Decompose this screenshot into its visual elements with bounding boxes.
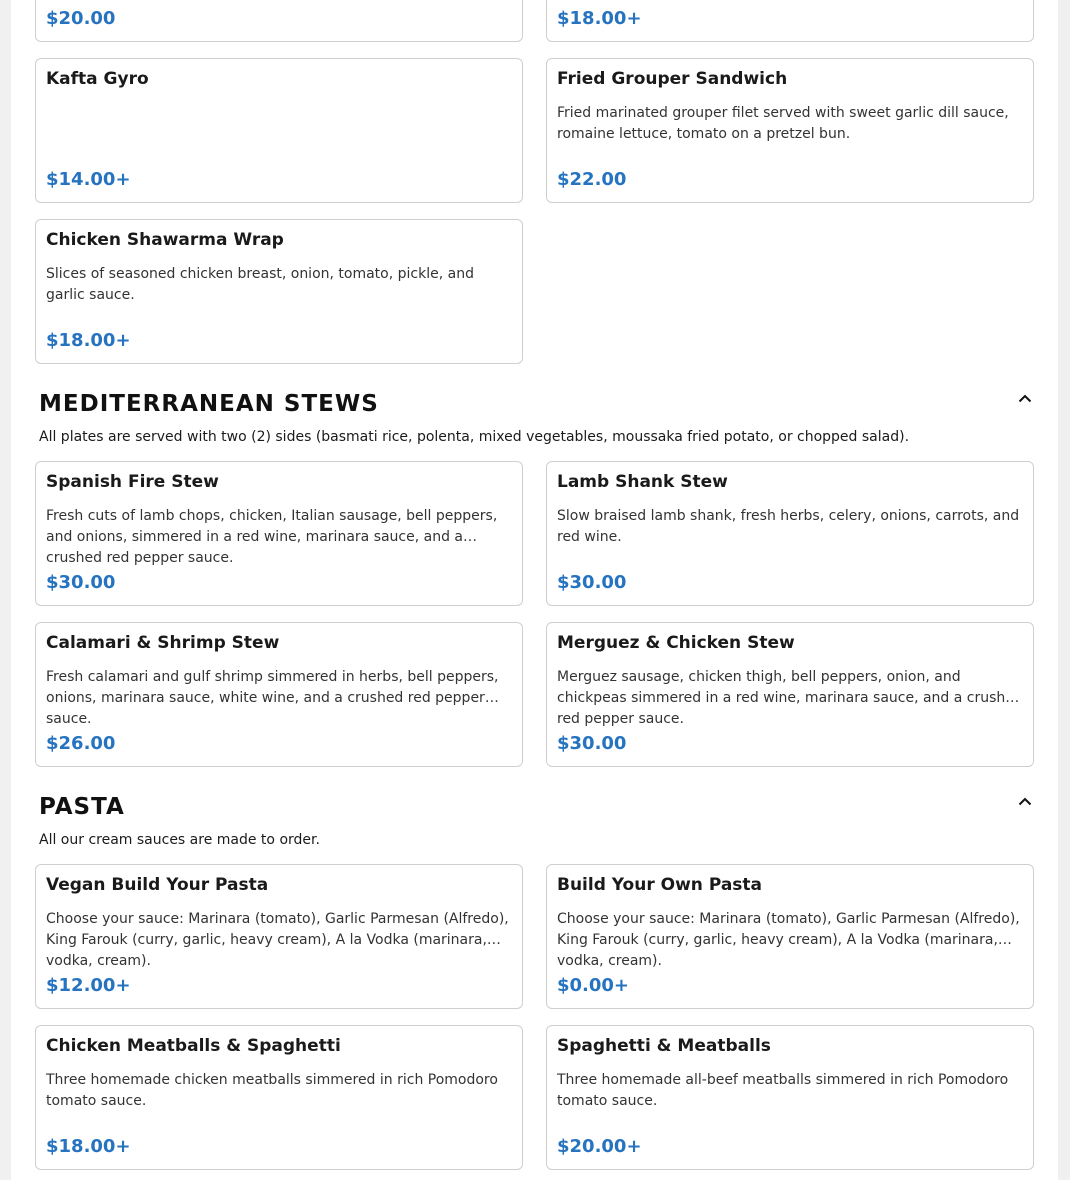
- item-name: Spaghetti & Meatballs: [557, 1036, 771, 1056]
- menu-item-card[interactable]: [35, 461, 523, 606]
- item-price: $0.00+: [557, 975, 630, 996]
- item-price: $18.00+: [46, 1136, 131, 1157]
- menu-item-card[interactable]: [546, 622, 1034, 767]
- menu-item-card[interactable]: [35, 622, 523, 767]
- item-price: $26.00: [46, 733, 116, 754]
- item-price: $14.00+: [46, 169, 131, 190]
- menu-item-card[interactable]: [546, 0, 1034, 42]
- item-description: Three homemade all-beef meatballs simmered in rich Pomodoro tomato sauce.: [557, 1072, 1009, 1109]
- item-price: $30.00: [557, 572, 627, 593]
- item-price: $20.00: [46, 8, 116, 29]
- item-price: $18.00+: [557, 8, 642, 29]
- item-name: Kafta Gyro: [46, 69, 149, 89]
- menu-item-card[interactable]: [546, 864, 1034, 1009]
- item-description: Slow braised lamb shank, fresh herbs, celery, onions, carrots, and red wine.: [557, 508, 1020, 545]
- item-description: Slices of seasoned chicken breast, onion, tomato, pickle, and garlic sauce.: [46, 266, 474, 303]
- item-price: $22.00: [557, 169, 627, 190]
- chevron-up-icon: [1018, 394, 1032, 403]
- section-subtitle: All plates are served with two (2) sides (basmati rice, polenta, mixed vegetables, moussaka fried potato, or chopped salad).: [39, 429, 910, 445]
- item-name: Merguez & Chicken Stew: [557, 633, 795, 653]
- section-subtitle: All our cream sauces are made to order.: [39, 832, 320, 848]
- menu-item-card[interactable]: [35, 219, 523, 364]
- menu-item-card[interactable]: [35, 1025, 523, 1170]
- item-description: Choose your sauce: Marinara (tomato), Garlic Parmesan (Alfredo), King Farouk (curry, garlic, heavy cream), A la Vodka (marinara, vodka, cream).: [46, 911, 509, 969]
- menu-item-card[interactable]: [546, 58, 1034, 203]
- menu-item-card[interactable]: [35, 58, 523, 203]
- item-description: Fresh calamari and gulf shrimp simmered in herbs, bell peppers, onions, marinara sauce, white wine, and a crushed red pepper sauce.: [46, 669, 499, 727]
- collapse-section-button[interactable]: [1015, 791, 1035, 811]
- menu-item-card[interactable]: [546, 461, 1034, 606]
- menu-page: [11, 0, 1058, 1180]
- item-description: Choose your sauce: Marinara (tomato), Garlic Parmesan (Alfredo), King Farouk (curry, garlic, heavy cream), A la Vodka (marinara, vodka, cream).: [557, 911, 1020, 969]
- item-description: Fried marinated grouper filet served with sweet garlic dill sauce, romaine lettuce, tomato on a pretzel bun.: [557, 105, 1009, 142]
- item-price: $30.00: [46, 572, 116, 593]
- collapse-section-button[interactable]: [1015, 388, 1035, 408]
- item-description: Three homemade chicken meatballs simmered in rich Pomodoro tomato sauce.: [46, 1072, 498, 1109]
- menu-item-card[interactable]: [35, 0, 523, 42]
- menu-item-card[interactable]: [35, 864, 523, 1009]
- item-name: Spanish Fire Stew: [46, 472, 219, 492]
- item-description: Merguez sausage, chicken thigh, bell peppers, onion, and chickpeas simmered in a red wine, marinara sauce, and a crushed red pepper sauce.: [557, 669, 1023, 727]
- item-description: Fresh cuts of lamb chops, chicken, Italian sausage, bell peppers, and onions, simmered in a red wine, marinara sauce, and a crushed red pepper sauce.: [46, 508, 498, 566]
- item-name: Lamb Shank Stew: [557, 472, 728, 492]
- section-title: MEDITERRANEAN STEWS: [39, 391, 379, 417]
- item-name: Calamari & Shrimp Stew: [46, 633, 280, 653]
- item-name: Chicken Meatballs & Spaghetti: [46, 1036, 341, 1056]
- item-price: $20.00+: [557, 1136, 642, 1157]
- chevron-up-icon: [1018, 797, 1032, 806]
- item-price: $30.00: [557, 733, 627, 754]
- item-name: Fried Grouper Sandwich: [557, 69, 788, 89]
- item-price: $12.00+: [46, 975, 131, 996]
- item-name: Chicken Shawarma Wrap: [46, 230, 284, 250]
- item-price: $18.00+: [46, 330, 131, 351]
- item-name: Vegan Build Your Pasta: [46, 875, 269, 895]
- section-title: PASTA: [39, 794, 125, 820]
- menu-item-card[interactable]: [546, 1025, 1034, 1170]
- item-name: Build Your Own Pasta: [557, 875, 763, 895]
